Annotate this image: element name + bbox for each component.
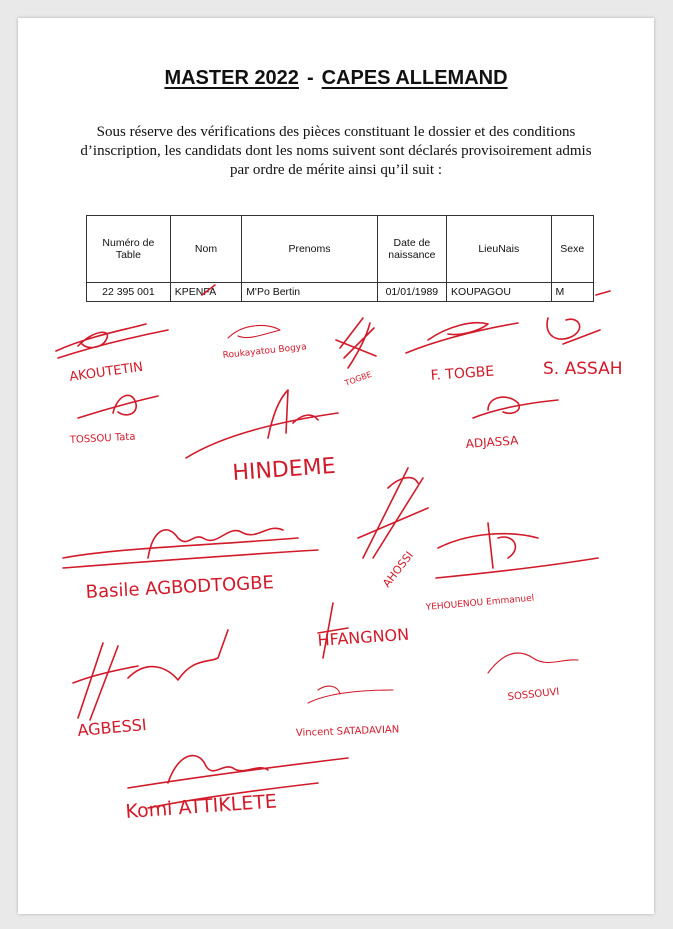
signature-label: F. TOGBE: [430, 363, 495, 384]
header-lieunais: LieuNais: [447, 216, 552, 283]
document-page: [18, 18, 654, 914]
signature-ahossi: [358, 468, 428, 590]
signature-label: AGBESSI: [76, 715, 148, 740]
signature-roukayatou: [222, 325, 307, 361]
signature-label: Komi ATTIKLETE: [124, 790, 278, 823]
intro-paragraph: Sous réserve des vérifications des pièces constituant le dossier et des conditions d’inscription, les candidats dont les noms suivent sont déclarés provisoirement admis par ordre de mérite ainsi qu’il suit :: [80, 124, 592, 178]
signature-label: S. ASSAH: [543, 359, 623, 379]
signature-label: HINDEME: [231, 453, 337, 486]
signatures-area: [18, 18, 654, 914]
signature-f-togbe: [406, 323, 518, 384]
signature-yehouenou: [424, 523, 598, 613]
title-master: MASTER 2022: [164, 67, 299, 89]
signature-label: Vincent SATADAVIAN: [295, 724, 400, 739]
signature-tossou: [69, 395, 158, 446]
header-sexe: Sexe: [551, 216, 593, 283]
signature-label: Basile AGBODTOGBE: [85, 572, 275, 603]
check-mark-nom: [202, 285, 215, 295]
cell-numero: 22 395 001: [87, 283, 171, 302]
signature-akoutetin: [56, 324, 168, 385]
signature-agbodtogbe: [63, 528, 318, 603]
title-separator: -: [306, 67, 314, 89]
check-mark-sexe: [596, 291, 610, 295]
signature-hindeme: [186, 390, 338, 486]
signature-hfangnon: [317, 603, 410, 658]
signature-s-assah: [543, 318, 623, 379]
signature-label: AKOUTETIN: [68, 359, 144, 385]
signature-label: HFANGNON: [316, 624, 410, 650]
signature-satadavian: [296, 686, 400, 739]
signature-togbe-tick: [336, 318, 376, 388]
header-numero: Numéro de Table: [87, 216, 171, 283]
cell-nom: KPENFA: [170, 283, 241, 302]
cell-date: 01/01/1989: [377, 283, 446, 302]
signature-label: TOGBE: [343, 369, 373, 388]
signature-label: AHOSSI: [380, 549, 417, 590]
signature-label: ADJASSA: [465, 433, 519, 451]
header-date: Date de naissance: [377, 216, 446, 283]
signature-label: Roukayatou Bogya: [222, 342, 308, 361]
signature-agbessi: [73, 630, 228, 740]
cell-lieunais: KOUPAGOU: [447, 283, 552, 302]
signature-label: YEHOUENOU Emmanuel: [425, 593, 535, 613]
header-prenoms: Prenoms: [242, 216, 378, 283]
signature-label: TOSSOU Tata: [69, 431, 136, 446]
header-nom: Nom: [170, 216, 241, 283]
title-capes: CAPES ALLEMAND: [321, 67, 508, 89]
signature-sossouvi: [488, 653, 578, 703]
cell-prenoms: M'Po Bertin: [242, 283, 378, 302]
signature-attiklete: [125, 756, 348, 823]
signature-label: SOSSOUVI: [507, 686, 560, 703]
cell-sexe: M: [551, 283, 593, 302]
signature-adjassa: [465, 397, 558, 451]
